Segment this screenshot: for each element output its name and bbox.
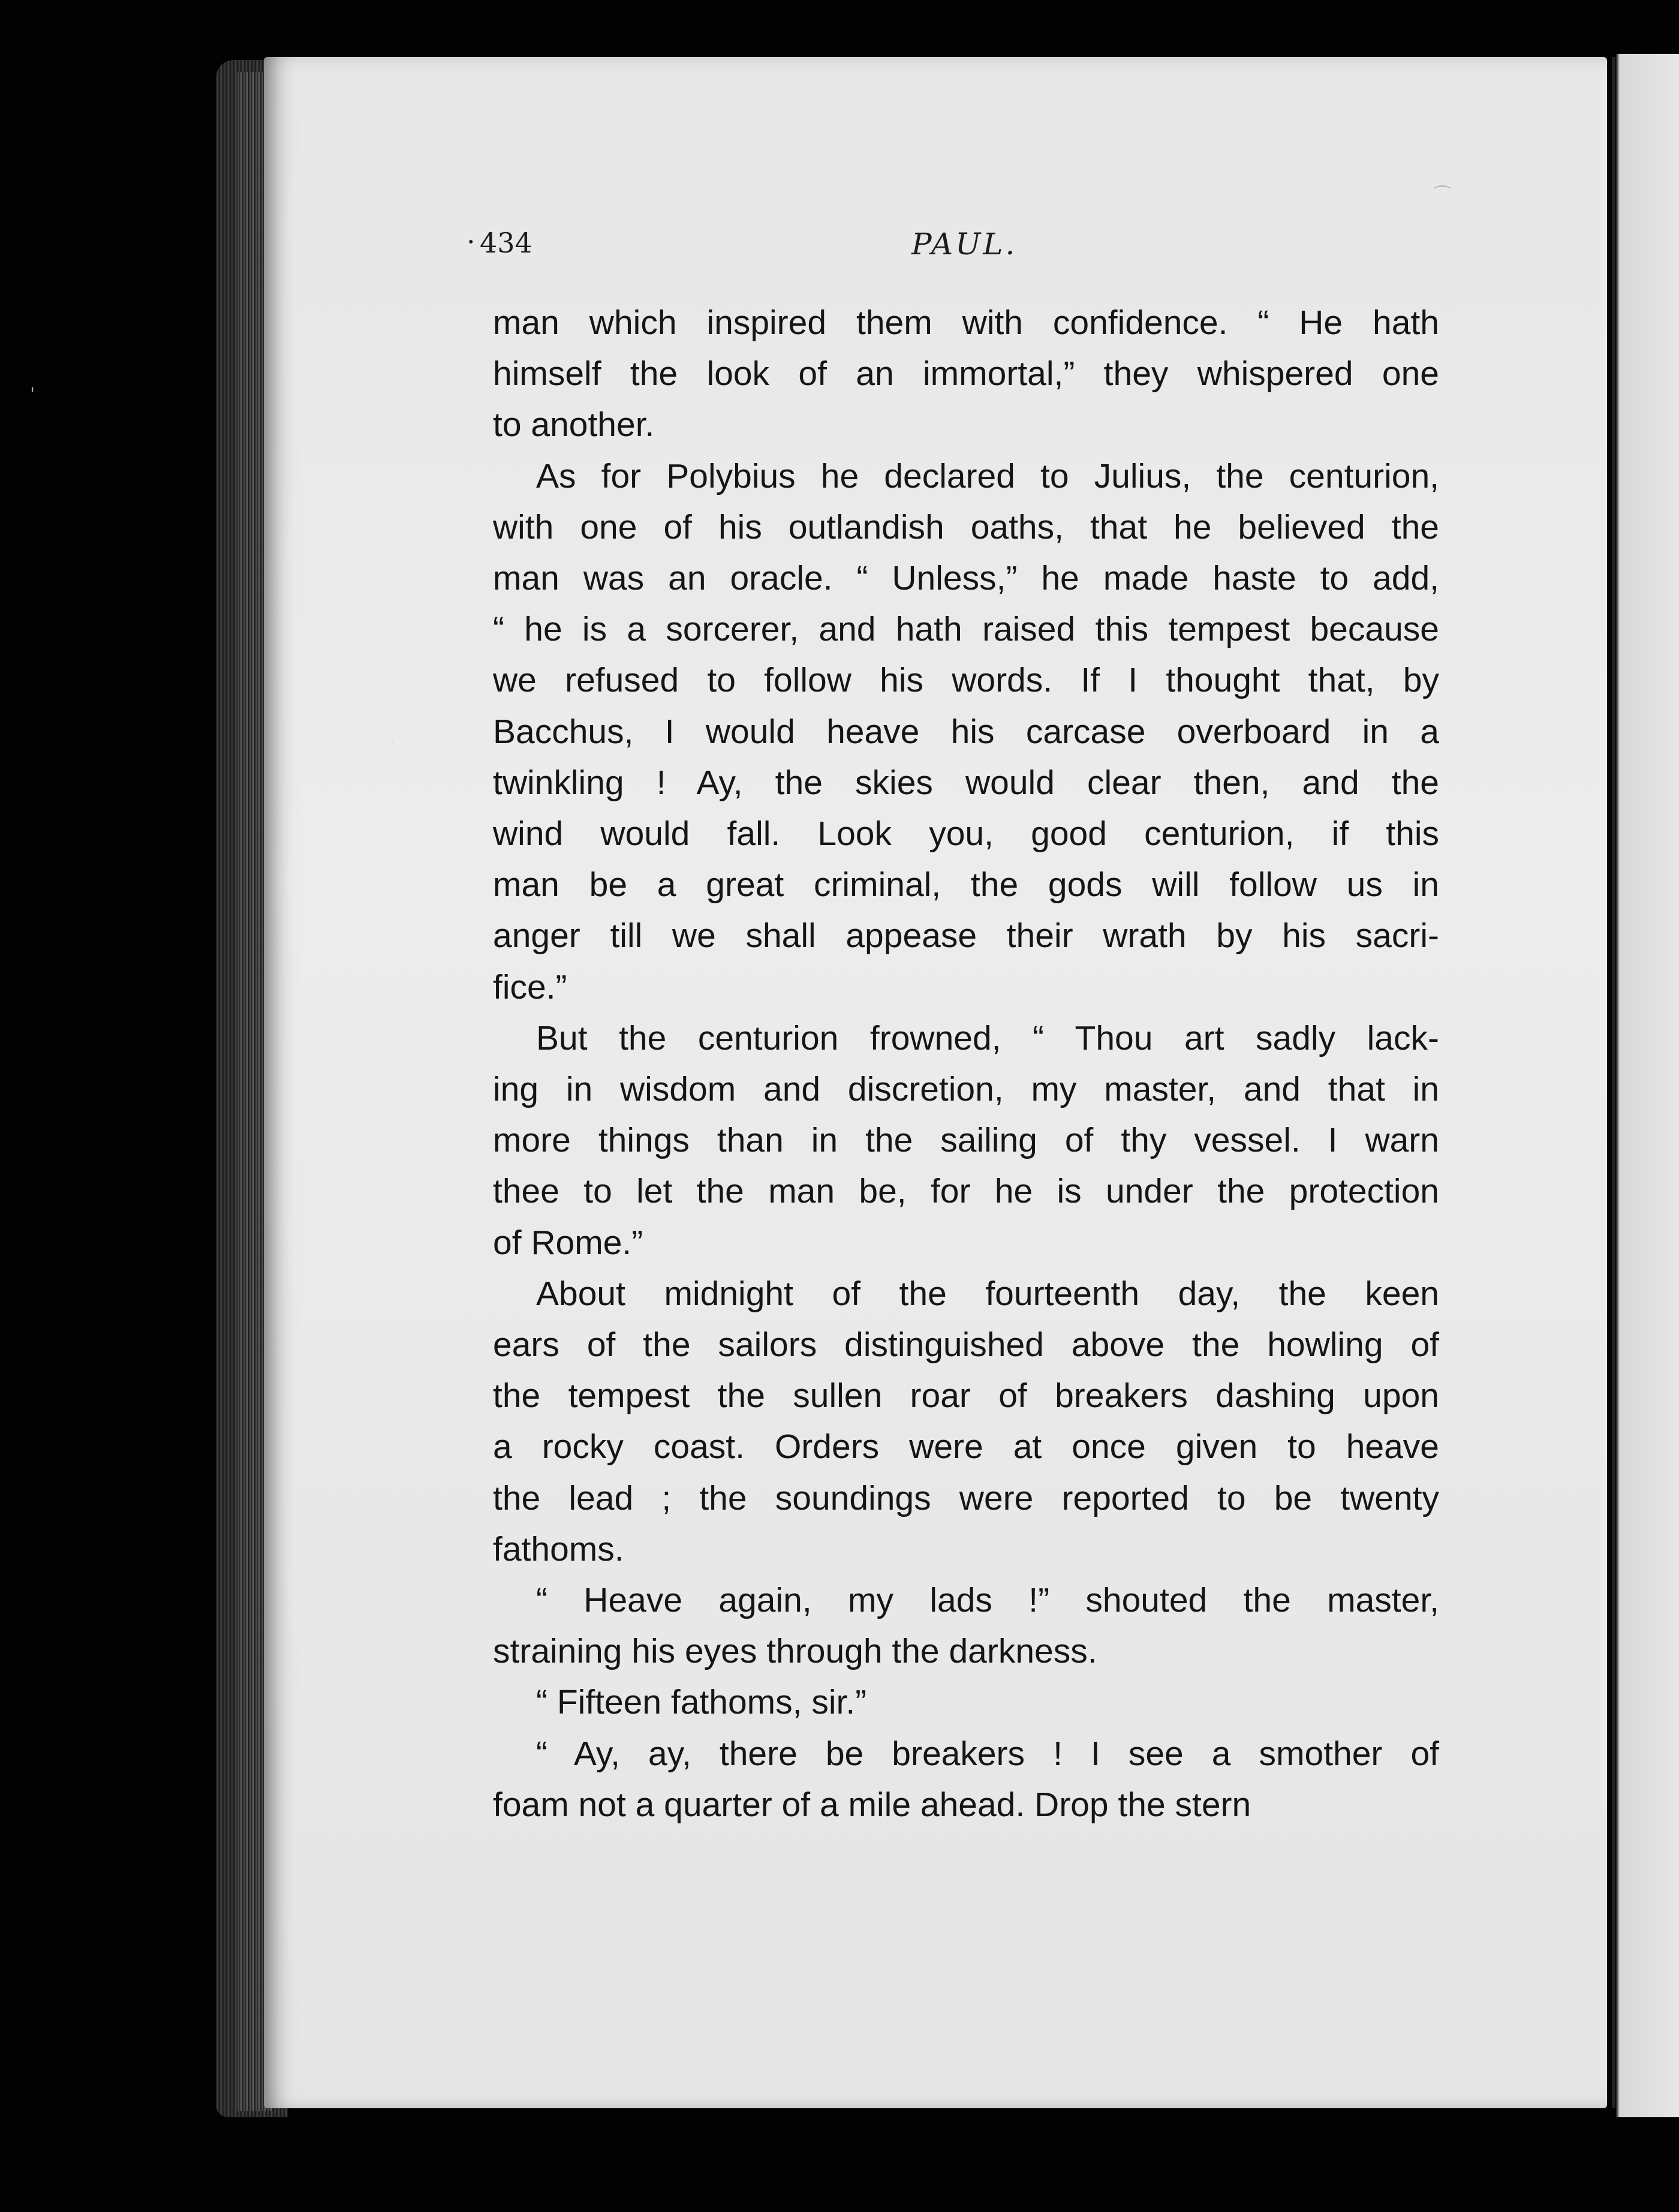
- scan-speck: ·: [390, 732, 396, 753]
- paragraph: [493, 1013, 1439, 1269]
- text-line: to another.: [493, 405, 655, 444]
- text-line: straining his eyes through the darkness.: [493, 1632, 1097, 1671]
- text-line: man be a great criminal, the gods will follow us in: [493, 865, 1439, 904]
- text-line: Bacchus, I would heave his carcase overboard in a: [493, 712, 1439, 751]
- text-line: ears of the sailors distinguished above the howling of: [493, 1326, 1439, 1365]
- text-line: “ he is a sorcerer, and hath raised this tempest because: [493, 610, 1439, 649]
- running-head: [480, 227, 1439, 269]
- book-title: PAUL.: [911, 227, 1018, 262]
- text-line: “ Fifteen fathoms, sir.”: [536, 1683, 867, 1722]
- scan-speck: ⌒: [1433, 185, 1451, 206]
- text-line: As for Polybius he declared to Julius, the centurion,: [536, 456, 1439, 495]
- text-line: foam not a quarter of a mile ahead. Drop the stern: [493, 1785, 1251, 1824]
- text-line: with one of his outlandish oaths, that he believed the: [493, 507, 1439, 546]
- page-gutter: [1612, 57, 1615, 2108]
- paragraph: [493, 1677, 1439, 1728]
- text-line: “ Heave again, my lads !” shouted the master,: [536, 1581, 1439, 1620]
- text-line: a rocky coast. Orders were at once given to heave: [493, 1427, 1439, 1466]
- page-number: · 434: [480, 227, 532, 259]
- text-line: himself the look of an immortal,” they whispered one: [493, 354, 1439, 393]
- paragraph: [493, 1729, 1439, 1831]
- text-line: fathoms.: [493, 1529, 624, 1568]
- body-text: [493, 297, 1439, 1831]
- text-line: the tempest the sullen roar of breakers dashing upon: [493, 1377, 1439, 1415]
- text-line: thee to let the man be, for he is under the protection: [493, 1172, 1439, 1211]
- paragraph: [493, 1575, 1439, 1677]
- text-line: we refused to follow his words. If I thought that, by: [493, 661, 1439, 700]
- scan-speck: ': [30, 384, 35, 405]
- text-line: About midnight of the fourteenth day, the keen: [536, 1274, 1439, 1313]
- paragraph: [493, 1269, 1439, 1575]
- text-line: “ Ay, ay, there be breakers ! I see a smother of: [536, 1734, 1439, 1773]
- text-line: man which inspired them with confidence. “ He hath: [493, 303, 1439, 342]
- paragraph: [493, 297, 1439, 451]
- text-line: the lead ; the soundings were reported to be twenty: [493, 1478, 1439, 1517]
- next-page-edge: [1616, 54, 1679, 2117]
- text-line: of Rome.”: [493, 1223, 643, 1262]
- text-line: anger till we shall appease their wrath by his sacri-: [493, 916, 1439, 955]
- text-line: man was an oracle. “ Unless,” he made haste to add,: [493, 559, 1439, 598]
- text-line: more things than in the sailing of thy vessel. I warn: [493, 1121, 1439, 1160]
- text-line: ing in wisdom and discretion, my master, and that in: [493, 1070, 1439, 1109]
- text-line: fice.”: [493, 967, 567, 1006]
- text-line: But the centurion frowned, “ Thou art sadly lack-: [536, 1018, 1439, 1057]
- text-line: wind would fall. Look you, good centurion, if this: [493, 815, 1439, 853]
- paragraph: [493, 451, 1439, 1013]
- text-line: twinkling ! Ay, the skies would clear then, and the: [493, 763, 1439, 802]
